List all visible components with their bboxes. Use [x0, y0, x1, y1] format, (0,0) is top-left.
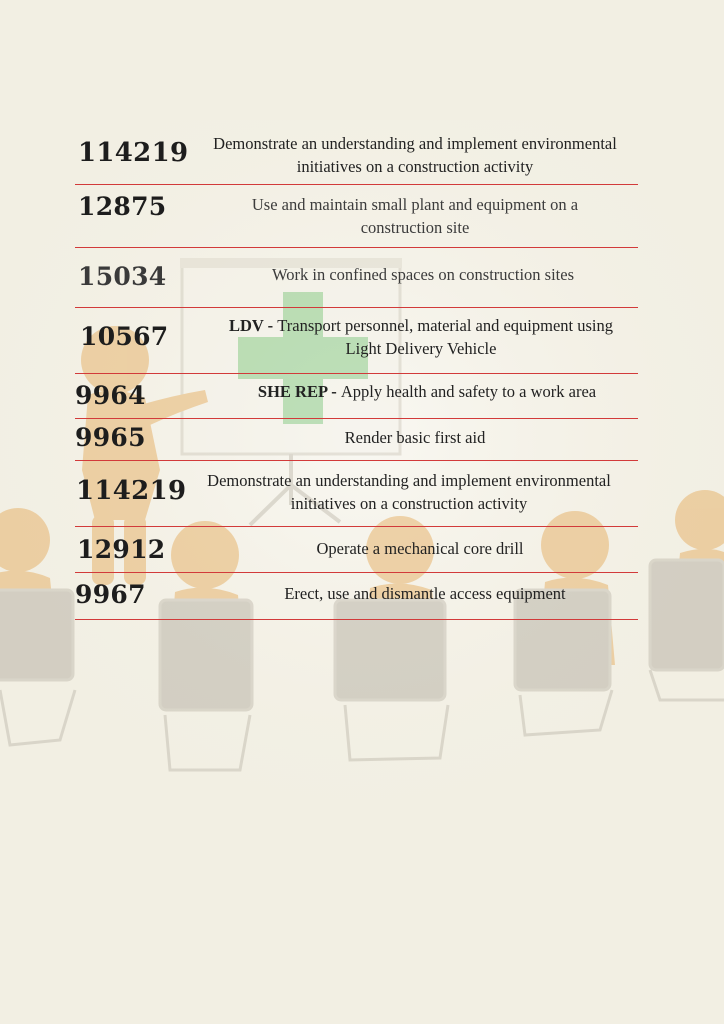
course-prefix: SHE REP - [257, 382, 341, 401]
row-divider [75, 526, 638, 527]
course-code: 114219 [76, 476, 187, 506]
row-divider [75, 373, 638, 374]
course-description [215, 314, 627, 360]
course-prefix: LDV - [228, 316, 278, 335]
course-description-text: Render basic first aid [344, 428, 486, 447]
course-code: 9965 [75, 423, 146, 452]
course-code: 9964 [75, 381, 146, 410]
course-code: 12875 [78, 192, 167, 221]
course-description-text: Demonstrate an understanding and implement environmental initiatives on a construction activity [213, 134, 617, 176]
course-code: 10567 [80, 322, 169, 351]
course-description [205, 132, 625, 178]
course-code: 114219 [78, 138, 189, 168]
course-description-text: Use and maintain small plant and equipment on a construction site [251, 195, 579, 237]
course-code: 9967 [75, 580, 146, 609]
course-description-text: Transport personnel, material and equipment using Light Delivery Vehicle [277, 316, 614, 358]
course-description-text: Demonstrate an understanding and implement environmental initiatives on a construction activity [207, 471, 611, 513]
row-divider [75, 247, 638, 248]
course-description-text: Operate a mechanical core drill [316, 539, 524, 558]
course-code: 12912 [77, 535, 166, 564]
course-description [225, 426, 605, 449]
course-description [215, 193, 615, 239]
row-divider [75, 418, 638, 419]
course-code: 15034 [78, 262, 167, 291]
course-description [218, 263, 628, 286]
row-divider [75, 572, 638, 573]
row-divider [75, 460, 638, 461]
course-description-text: Erect, use and dismantle access equipment [284, 584, 566, 603]
course-description [230, 537, 610, 560]
course-description [200, 469, 618, 515]
course-description-text: Apply health and safety to a work area [340, 382, 597, 401]
row-divider [75, 619, 638, 620]
course-description [225, 582, 625, 605]
row-divider [75, 307, 638, 308]
row-divider [75, 184, 638, 185]
course-description-text: Work in confined spaces on construction sites [271, 265, 575, 284]
course-description [222, 380, 632, 403]
